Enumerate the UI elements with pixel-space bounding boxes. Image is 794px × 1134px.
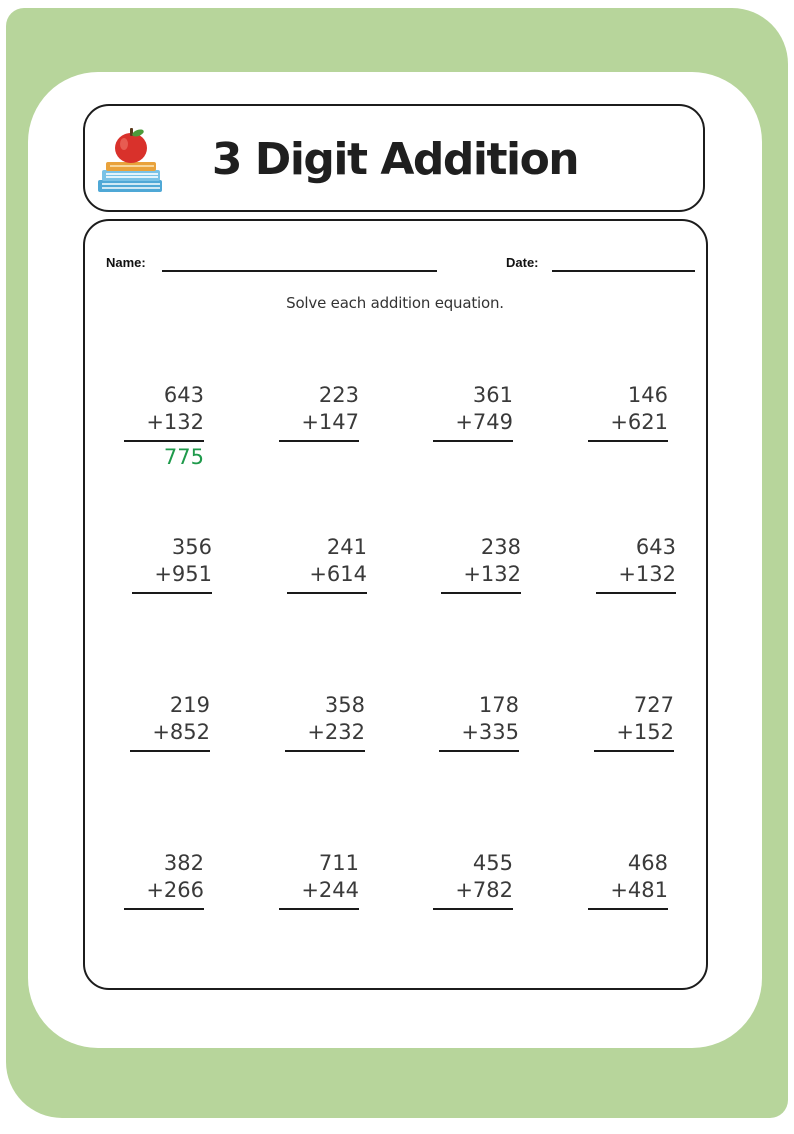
name-label: Name:: [106, 255, 146, 270]
sum-line: [130, 750, 210, 752]
first-addend: 643: [163, 383, 204, 407]
page-title: 3 Digit Addition: [211, 134, 579, 185]
first-addend: 178: [478, 693, 519, 717]
sum-line: [287, 592, 367, 594]
sum-line: [596, 592, 676, 594]
first-addend: 382: [163, 851, 204, 875]
instructions: Solve each addition equation.: [286, 294, 504, 312]
sum-line: [279, 908, 359, 910]
first-addend: 241: [326, 535, 367, 559]
sum-line: [441, 592, 521, 594]
first-addend: 643: [635, 535, 676, 559]
sum-line: [439, 750, 519, 752]
answer-field[interactable]: 775: [163, 445, 204, 469]
addition-problem: [441, 534, 521, 624]
first-addend: 223: [318, 383, 359, 407]
addition-problem: [433, 850, 513, 940]
date-label: Date:: [506, 255, 539, 270]
addition-problem: [285, 692, 365, 782]
second-addend: +244: [301, 878, 359, 902]
sum-line: [124, 908, 204, 910]
sum-line: [132, 592, 212, 594]
sum-line: [594, 750, 674, 752]
second-addend: +266: [146, 878, 204, 902]
first-addend: 219: [169, 693, 210, 717]
addition-problem: [433, 382, 513, 472]
addition-problem: [279, 382, 359, 472]
addition-problem: [439, 692, 519, 782]
first-addend: 238: [480, 535, 521, 559]
first-addend: 468: [627, 851, 668, 875]
addition-problem: [588, 382, 668, 472]
addition-problem: [594, 692, 674, 782]
addition-problem: [124, 382, 204, 472]
sum-line: [279, 440, 359, 442]
sum-line: [285, 750, 365, 752]
name-field[interactable]: [162, 270, 437, 272]
second-addend: +232: [307, 720, 365, 744]
first-addend: 455: [472, 851, 513, 875]
addition-problem: [287, 534, 367, 624]
second-addend: +132: [618, 562, 676, 586]
first-addend: 358: [324, 693, 365, 717]
date-field[interactable]: [552, 270, 695, 272]
sum-line: [433, 908, 513, 910]
first-addend: 711: [318, 851, 359, 875]
apple-on-books-icon: [96, 126, 164, 196]
second-addend: +951: [154, 562, 212, 586]
second-addend: +481: [610, 878, 668, 902]
first-addend: 356: [171, 535, 212, 559]
addition-problem: [124, 850, 204, 940]
second-addend: +621: [610, 410, 668, 434]
first-addend: 361: [472, 383, 513, 407]
sum-line: [124, 440, 204, 442]
second-addend: +782: [455, 878, 513, 902]
first-addend: 146: [627, 383, 668, 407]
second-addend: +852: [152, 720, 210, 744]
second-addend: +614: [309, 562, 367, 586]
second-addend: +749: [455, 410, 513, 434]
first-addend: 727: [633, 693, 674, 717]
second-addend: +147: [301, 410, 359, 434]
second-addend: +132: [146, 410, 204, 434]
second-addend: +132: [463, 562, 521, 586]
sum-line: [588, 440, 668, 442]
sum-line: [588, 908, 668, 910]
addition-problem: [596, 534, 676, 624]
sum-line: [433, 440, 513, 442]
addition-problem: [588, 850, 668, 940]
second-addend: +152: [616, 720, 674, 744]
addition-problem: [279, 850, 359, 940]
addition-problem: [132, 534, 212, 624]
second-addend: +335: [461, 720, 519, 744]
addition-problem: [130, 692, 210, 782]
